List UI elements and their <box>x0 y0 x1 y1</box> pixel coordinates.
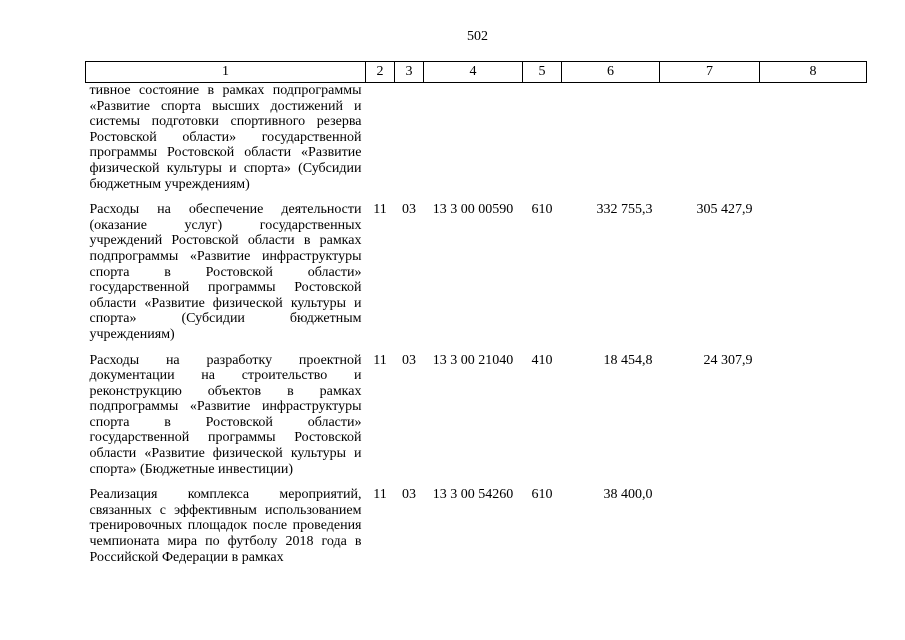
row-target-code <box>424 83 523 193</box>
row-amount-col8 <box>760 343 867 478</box>
row-expense-type: 410 <box>531 352 553 368</box>
column-header-8: 8 <box>760 62 867 83</box>
row-description: Реализация комплекса мероприятий, связанных с эффективным использованием тренировочных площадок после проведения чемпионата мира по футболу 2018 года в Российской Федерации в рамках <box>89 487 362 565</box>
row-subsection: 03 <box>402 352 416 368</box>
row-amount-col8 <box>760 83 867 193</box>
row-section: 11 <box>373 202 387 218</box>
row-amount-col6: 332 755,3 <box>596 202 653 218</box>
column-header-5: 5 <box>523 62 562 83</box>
page-number: 502 <box>467 29 488 44</box>
table-row <box>86 343 867 478</box>
row-section <box>366 83 395 193</box>
table-row <box>86 477 867 565</box>
row-expense-type <box>523 83 562 193</box>
row-amount-col6 <box>562 83 660 193</box>
table-header-row <box>86 62 867 83</box>
row-subsection: 03 <box>402 202 416 218</box>
row-target-code: 13 3 00 00590 <box>432 202 514 218</box>
row-amount-col7 <box>660 83 760 193</box>
column-header-3: 3 <box>395 62 424 83</box>
row-expense-type: 610 <box>531 487 553 503</box>
column-header-1: 1 <box>86 62 366 83</box>
row-amount-col8 <box>760 477 867 565</box>
table-row <box>86 83 867 193</box>
row-amount-col8 <box>760 192 867 342</box>
column-header-2: 2 <box>366 62 395 83</box>
budget-table <box>85 61 867 565</box>
row-section: 11 <box>373 352 387 368</box>
row-section: 11 <box>373 487 387 503</box>
row-description: тивное состояние в рамках подпрограммы «Развитие спорта высших достижений и системы подготовки спортивного резерва Ростовской области» государственной программы Ростовской области «Развитие физической культуры и спорта» (Субсидии бюджетным учреждениям) <box>89 83 362 192</box>
row-expense-type: 610 <box>531 202 553 218</box>
row-subsection <box>395 83 424 193</box>
row-amount-col7: 305 427,9 <box>696 202 753 218</box>
row-amount-col7 <box>660 477 760 565</box>
row-amount-col7: 24 307,9 <box>703 352 753 368</box>
column-header-4: 4 <box>424 62 523 83</box>
row-amount-col6: 38 400,0 <box>603 487 653 503</box>
row-target-code: 13 3 00 54260 <box>432 487 514 503</box>
table-row <box>86 192 867 342</box>
column-header-6: 6 <box>562 62 660 83</box>
row-description: Расходы на обеспечение деятельности (оказание услуг) государственных учреждений Ростовской области в рамках подпрограммы «Развитие инфраструктуры спорта в Ростовской области» государственной программы Ростовской области «Развитие физической культуры и спорта» (Субсидии бюджетным учреждениям) <box>89 202 362 342</box>
row-description: Расходы на разработку проектной документации на строительство и реконструкцию объектов в рамках подпрограммы «Развитие инфраструктуры спорта в Ростовской области» государственной программы Ростовской области «Развитие физической культуры и спорта» (Бюджетные инвестиции) <box>89 352 362 477</box>
row-amount-col6: 18 454,8 <box>603 352 653 368</box>
row-target-code: 13 3 00 21040 <box>432 352 514 368</box>
column-header-7: 7 <box>660 62 760 83</box>
row-subsection: 03 <box>402 487 416 503</box>
